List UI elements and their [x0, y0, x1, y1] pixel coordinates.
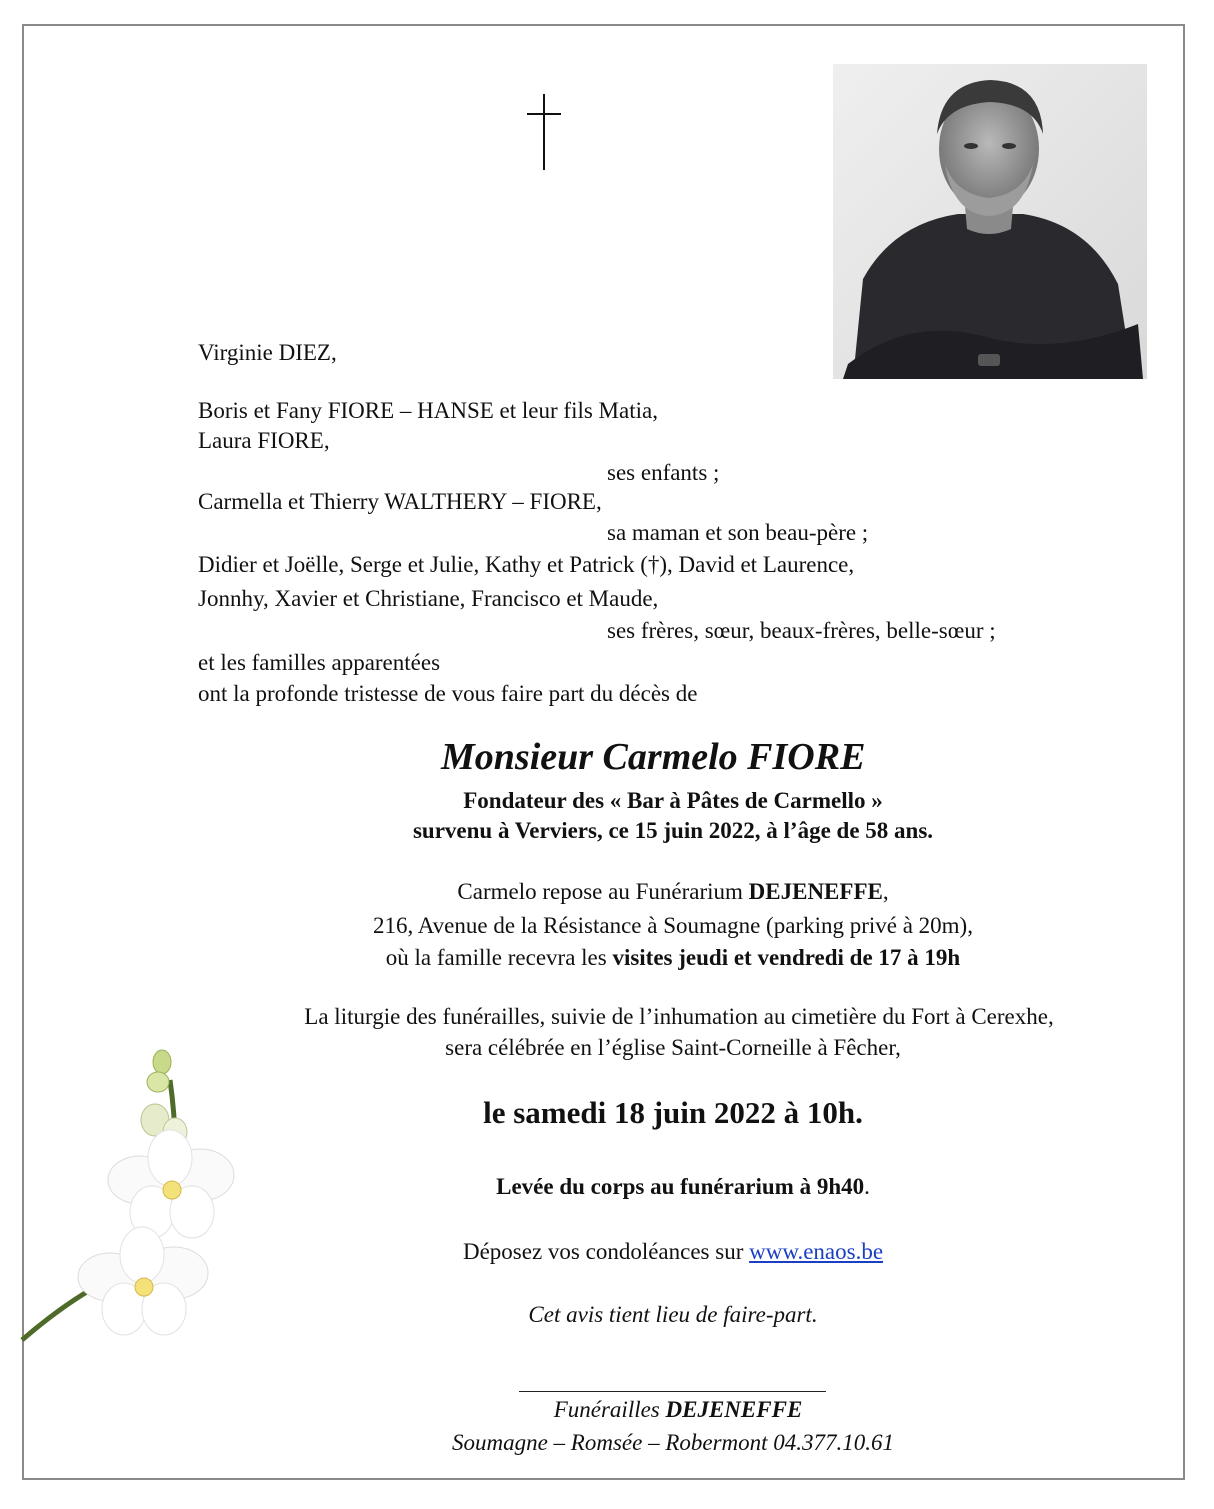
deceased-name: Monsieur Carmelo FIORE [441, 736, 866, 778]
visitation-line-3 [0, 942, 1214, 973]
ceremony-date: le samedi 18 juin 2022 à 10h. [483, 1095, 863, 1130]
deceased-death-info: survenu à Verviers, ce 15 juin 2022, à l’âge de 58 ans. [412, 818, 934, 843]
family-line-5: Didier et Joëlle, Serge et Julie, Kathy et Patrick (†), David et Laurence, [198, 552, 855, 577]
levee-text: Levée du corps au funérarium à 9h40 [496, 1174, 865, 1199]
funerarium-name: DEJENEFFE [748, 879, 883, 904]
cross-icon [514, 92, 574, 172]
family-role-mother: sa maman et son beau-père ; [607, 520, 869, 545]
visitation-line-1 [0, 876, 1214, 907]
family-line-6: Jonnhy, Xavier et Christiane, Francisco et Maude, [198, 586, 659, 611]
visitation-line-2: 216, Avenue de la Résistance à Soumagne (parking privé à 20m), [373, 913, 973, 938]
visitation-text-2: où la famille recevra les [385, 945, 613, 970]
deceased-title: Fondateur des « Bar à Pâtes de Carmello » [463, 788, 883, 813]
family-line-4: Carmella et Thierry WALTHERY – FIORE, [198, 489, 602, 514]
footer-line-2: Soumagne – Romsée – Robermont 04.377.10.61 [451, 1430, 895, 1455]
visitation-punct: , [882, 879, 889, 904]
family-line-7: et les familles apparentées [198, 650, 441, 675]
visitation-text: Carmelo repose au Funérarium [457, 879, 749, 904]
portrait-photo [833, 64, 1147, 379]
ceremony-line-2: sera célébrée en l’église Saint-Corneille à Fêcher, [445, 1035, 901, 1060]
family-line-8: ont la profonde tristesse de vous faire part du décès de [198, 681, 698, 706]
faire-part-notice: Cet avis tient lieu de faire-part. [528, 1302, 818, 1327]
footer-text: Funérailles [553, 1397, 666, 1422]
footer-line-1 [0, 1394, 1214, 1425]
family-role-siblings: ses frères, sœur, beaux-frères, belle-sœur ; [607, 618, 996, 643]
orchid-icon [20, 1040, 270, 1370]
visitation-hours: visites jeudi et vendredi de 17 à 19h [612, 945, 961, 970]
ceremony-line-1: La liturgie des funérailles, suivie de l’inhumation au cimetière du Fort à Cerexhe, [304, 1004, 1054, 1029]
family-line-3: Laura FIORE, [198, 428, 330, 453]
family-role-children: ses enfants ; [607, 460, 720, 485]
family-line-2: Boris et Fany FIORE – HANSE et leur fils Matia, [198, 398, 658, 423]
condolences-text: Déposez vos condoléances sur [462, 1239, 750, 1264]
levee-punct: . [864, 1174, 870, 1199]
signature-line [519, 1391, 826, 1392]
condolences-link[interactable]: www.enaos.be [749, 1239, 884, 1264]
family-line-1: Virginie DIEZ, [198, 340, 337, 365]
footer-company: DEJENEFFE [665, 1397, 803, 1422]
